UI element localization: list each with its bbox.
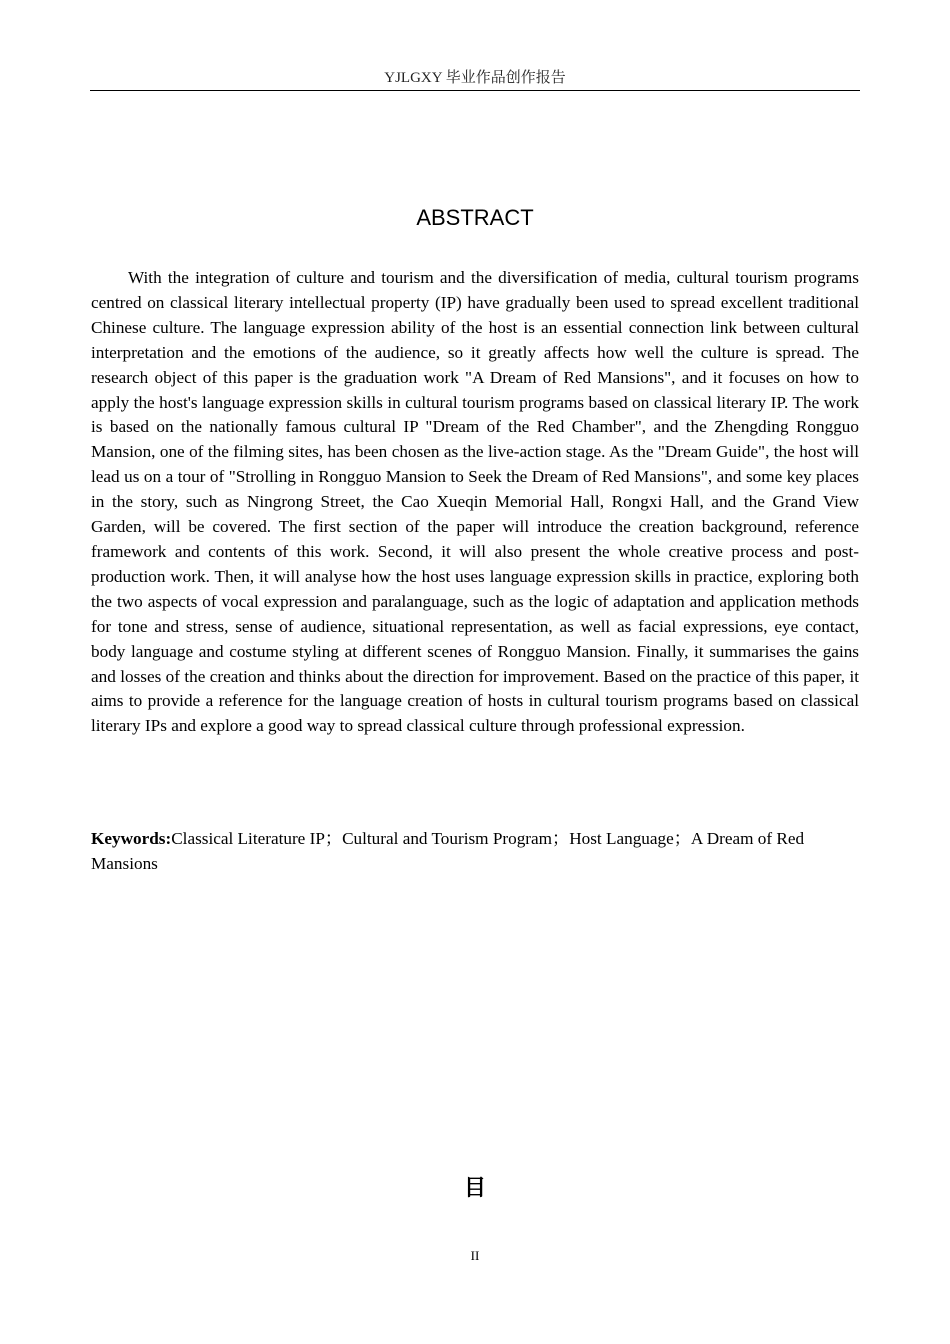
running-header: YJLGXY 毕业作品创作报告 <box>384 70 566 86</box>
keywords-label: Keywords: <box>91 829 172 848</box>
abstract-title: ABSTRACT <box>416 205 534 230</box>
page-number: II <box>470 1248 480 1263</box>
table-of-contents-heading-fragment: 目 <box>463 1176 486 1201</box>
header-divider <box>90 90 860 91</box>
keywords-text: Classical Literature IP；Cultural and Tourism Program；Host Language；A Dream of Red Mansions <box>91 829 805 873</box>
keywords-paragraph <box>91 827 859 876</box>
abstract-body: With the integration of culture and tourism and the diversification of media, cultural tourism programs centred on classical literary intellectual property (IP) have gradually been used to spread excellent traditional Chinese culture. The language expression ability of the host is an essential connection link between cultural interpretation and the emotions of the audience, so it greatly affects how well the culture is spread. The research object of this paper is the graduation work "A Dream of Red Mansions", and it focuses on how to apply the host's language expression skills in cultural tourism programs based on classical literary IP. The work is based on the nationally famous cultural IP "Dream of the Red Chamber", and the Zhengding Rongguo Mansion, one of the filming sites, has been chosen as the live-action stage. As the "Dream Guide", the host will lead us on a tour of "Strolling in Rongguo Mansion to Seek the Dream of Red Mansions", and some key places in the story, such as Ningrong Street, the Cao Xueqin Memorial Hall, Rongxi Hall, and the Grand View Garden, will be covered. The first section of the paper will introduce the creation background, reference framework and contents of this work. Second, it will also present the whole creative process and post-production work. Then, it will analyse how the host uses language expression skills in practice, exploring both the two aspects of vocal expression and paralanguage, such as the logic of adaptation and application methods for tone and stress, sense of audience, situational representation, as well as facial expressions, eye contact, body language and costume styling at different scenes of Rongguo Mansion. Finally, it summarises the gains and losses of the creation and thinks about the direction for improvement. Based on the practice of this paper, it aims to provide a reference for the language creation of hosts in cultural tourism programs based on classical literary IPs and explore a good way to spread classical culture through professional expression. <box>91 268 859 736</box>
